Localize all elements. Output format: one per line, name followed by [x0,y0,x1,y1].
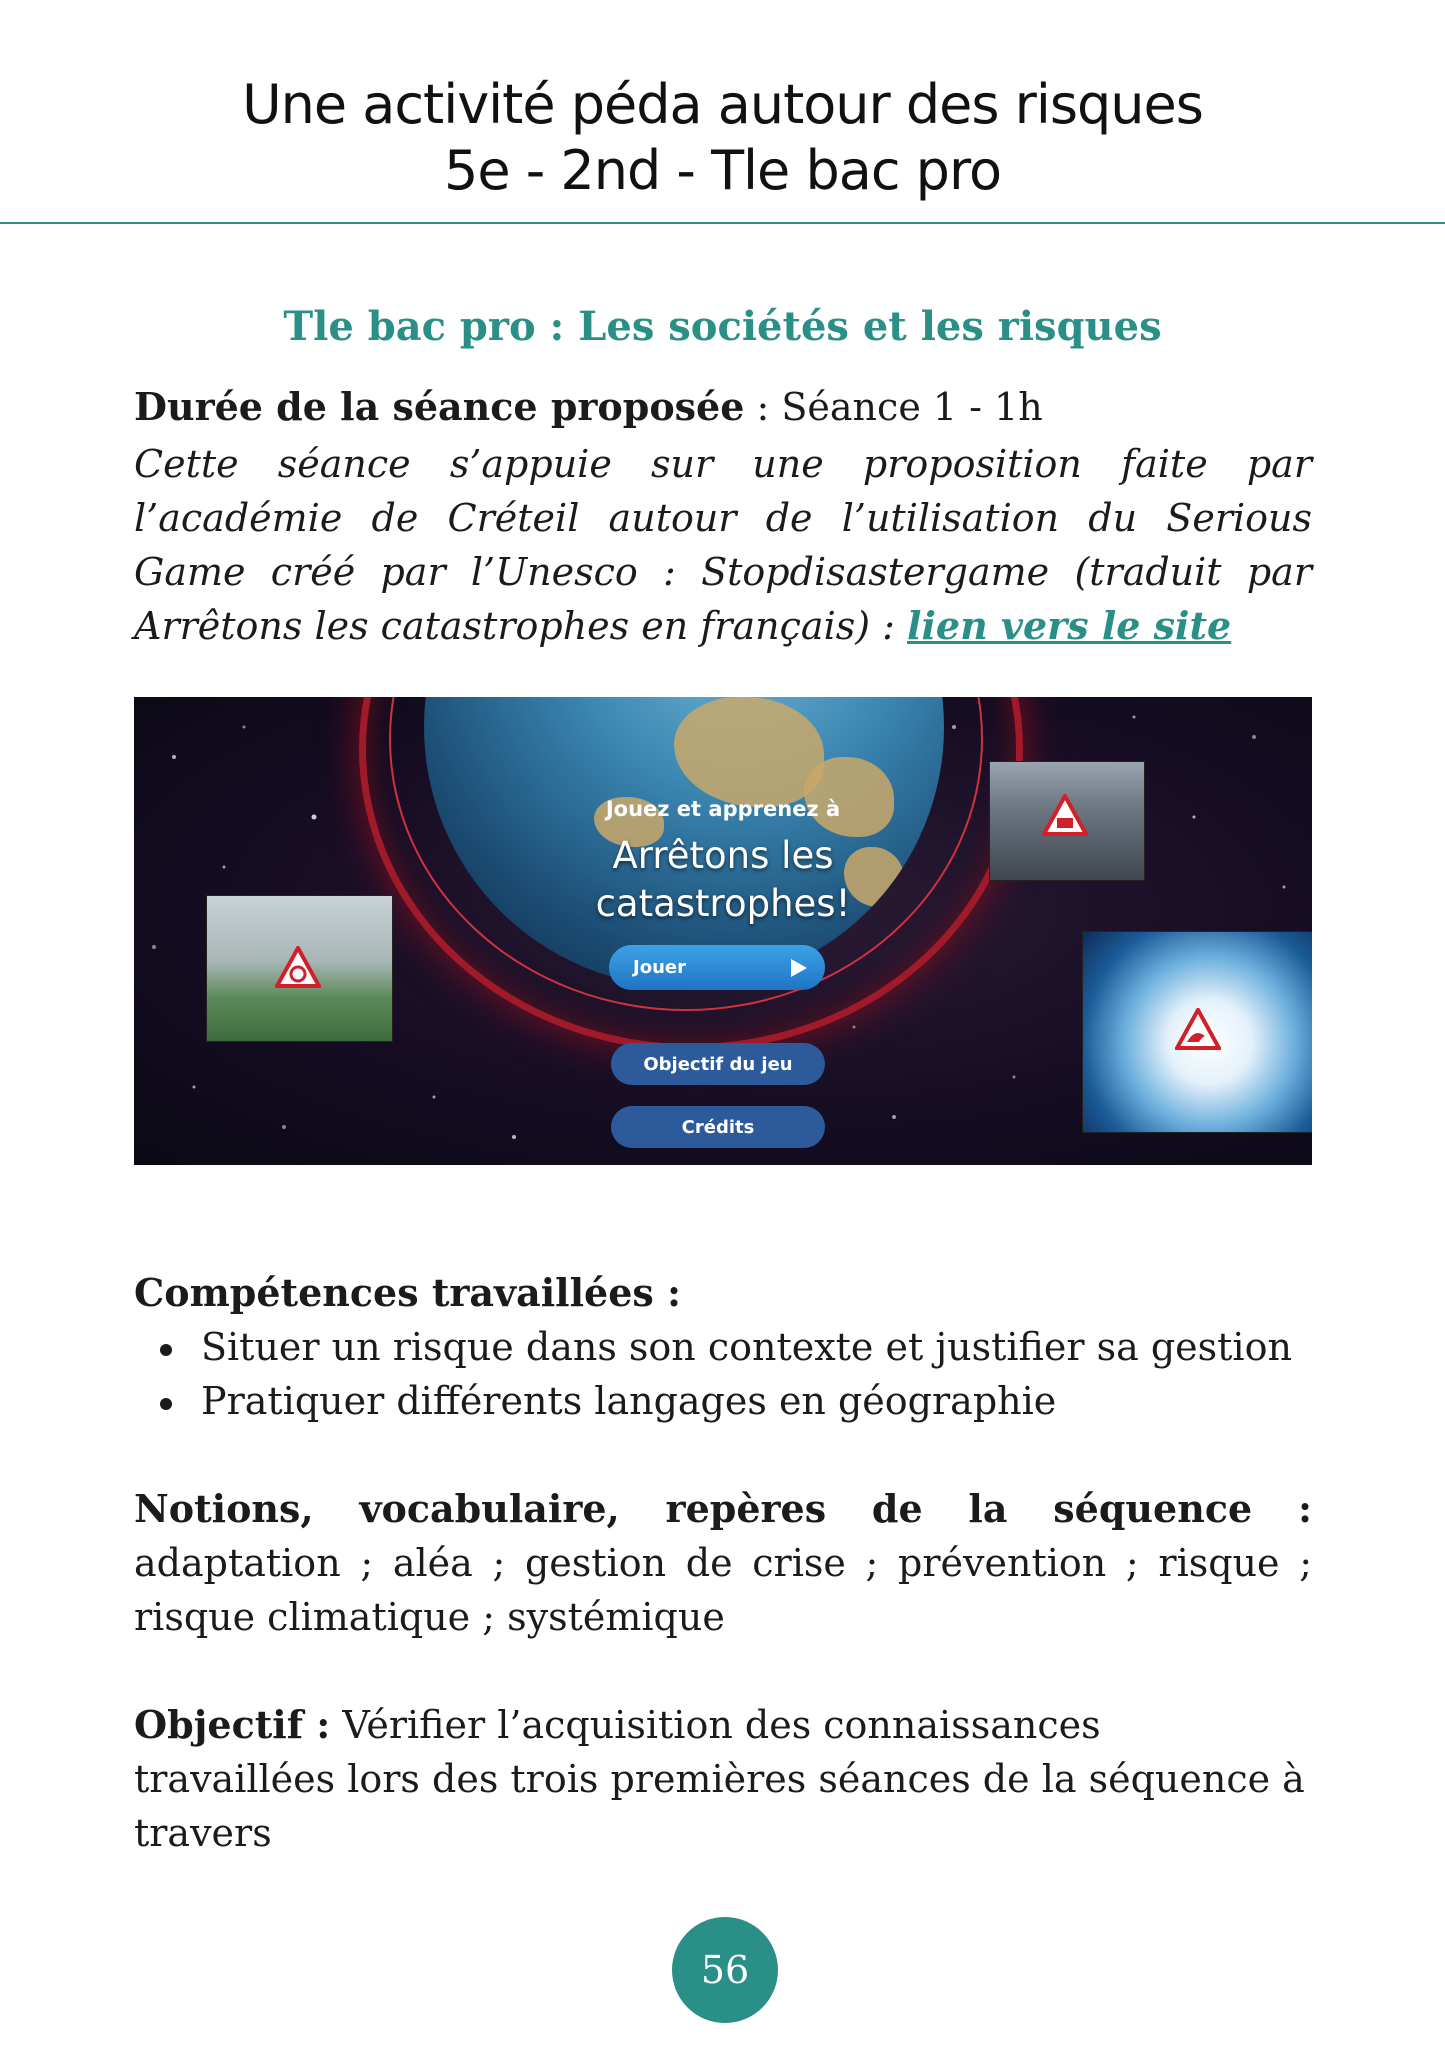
notions-label: Notions, vocabulaire, repères de la séquence : [134,1486,1312,1531]
game-title-line2: catastrophes! [595,882,851,925]
list-item: Pratiquer différents langages en géographie [134,1374,1312,1428]
tsunami-thumbnail[interactable] [1082,931,1312,1133]
play-icon [791,959,807,977]
intro-text: Cette séance s’appuie sur une proposition faite par l’académie de Créteil autour de l’utilisation du Serious Game créé par l’Unesco : Stopdisastergame (traduit par Arrêtons les catastrophes en français) : [134,442,1312,648]
notions-paragraph [134,1482,1312,1644]
competences-list [134,1320,1312,1428]
play-button-label: Jouer [633,957,686,978]
site-link[interactable]: lien vers le site [907,603,1232,648]
list-item: Situer un risque dans son contexte et justifier sa gestion [134,1320,1312,1374]
game-title-line1: Arrêtons les [612,834,834,877]
objective-button[interactable]: Objectif du jeu [611,1043,825,1085]
competences-title: Compétences travaillées : [134,1270,682,1315]
duration-value: : Séance 1 - 1h [744,385,1043,429]
header-title-line1: Une activité péda autour des risques [242,73,1203,136]
game-screenshot [134,697,1312,1165]
duration-label: Durée de la séance proposée [134,384,745,429]
objective-value: Vérifier l’acquisition des connaissances travaillées lors des trois premières séances de la séquence à travers [134,1703,1305,1855]
objective-label: Objectif : [134,1702,331,1747]
play-button[interactable] [609,945,825,990]
header-divider [0,222,1445,224]
warning-icon [1175,1008,1221,1050]
page-header [0,72,1445,204]
game-title [134,832,1312,928]
duration-line [134,380,1312,434]
credits-button[interactable]: Crédits [611,1106,825,1148]
intro-paragraph [134,437,1312,653]
page-number: 56 [672,1917,778,2023]
warning-icon [275,946,321,988]
notions-value: adaptation ; aléa ; gestion de crise ; prévention ; risque ; risque climatique ; systémique [134,1541,1312,1639]
header-title-line2: 5e - 2nd - Tle bac pro [444,139,1001,202]
section-title: Tle bac pro : Les sociétés et les risques [283,303,1162,350]
objective-paragraph [134,1698,1312,1860]
game-subtitle: Jouez et apprenez à [605,797,841,821]
